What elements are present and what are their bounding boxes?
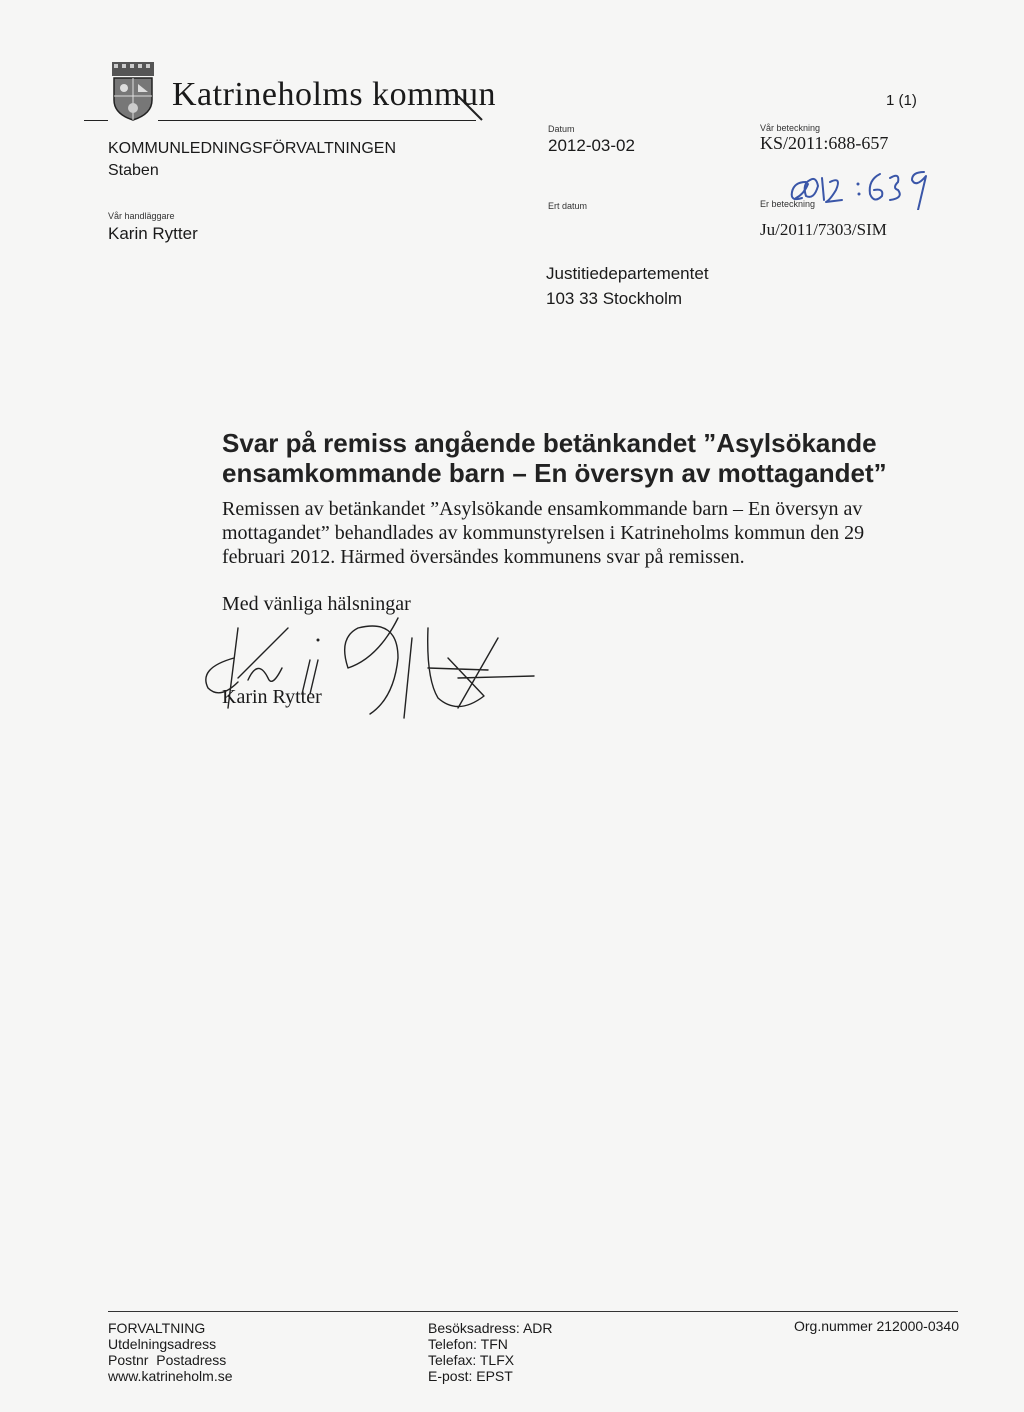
footer-col1-line1: FORVALTNING: [108, 1320, 206, 1336]
footer-col1-line3: Postnr Postadress: [108, 1352, 227, 1368]
letter-body-line3: februari 2012. Härmed översändes kommunens svar på remissen.: [222, 546, 745, 568]
footer-website[interactable]: www.katrineholm.se: [108, 1368, 233, 1384]
header-rule-left: [84, 120, 108, 121]
letter-body-line2: mottagandet” behandlades av kommunstyrelsen i Katrineholms kommun den 29: [222, 522, 865, 544]
coat-of-arms-icon: [108, 62, 158, 122]
footer-col2-line2: Telefon: TFN: [428, 1336, 508, 1352]
recipient-address: 103 33 Stockholm: [546, 289, 683, 308]
page-number: 1 (1): [886, 92, 917, 109]
unit-name: Staben: [108, 162, 159, 179]
municipality-name: Katrineholms kommun: [172, 76, 496, 113]
signature-drawing: [198, 598, 538, 720]
var-beteckning-label: Vår beteckning: [760, 123, 821, 133]
er-beteckning-value: Ju/2011/7303/SIM: [760, 220, 887, 239]
er-beteckning-label: Er beteckning: [760, 199, 816, 209]
footer-divider: [108, 1311, 958, 1312]
footer-col2-line4: E-post: EPST: [428, 1368, 513, 1384]
header-rule: [158, 120, 476, 121]
footer-col2-line1: Besöksadress: ADR: [428, 1320, 553, 1336]
department-name: KOMMUNLEDNINGSFÖRVALTNINGEN: [108, 140, 397, 157]
recipient-name: Justitiedepartementet: [546, 264, 709, 283]
greeting: Med vänliga hälsningar: [222, 593, 411, 615]
signer-name: Karin Rytter: [222, 686, 322, 708]
ert-datum-label: Ert datum: [548, 201, 588, 211]
handler-name: Karin Rytter: [108, 224, 198, 243]
footer-col1-line2: Utdelningsadress: [108, 1336, 217, 1352]
date-value: 2012-03-02: [548, 136, 635, 155]
handler-label: Vår handläggare: [108, 211, 175, 221]
letter-title-line1: Svar på remiss angående betänkandet ”Asylsökande: [222, 428, 877, 458]
footer-org-number: Org.nummer 212000-0340: [794, 1318, 959, 1334]
letter-body-line1: Remissen av betänkandet ”Asylsökande ensamkommande barn – En översyn av: [222, 498, 863, 520]
footer-col2-line3: Telefax: TLFX: [428, 1352, 515, 1368]
var-beteckning-value: KS/2011:688-657: [760, 133, 889, 153]
letter-title-line2: ensamkommande barn – En översyn av mottagandet”: [222, 458, 887, 488]
date-label: Datum: [548, 124, 575, 134]
